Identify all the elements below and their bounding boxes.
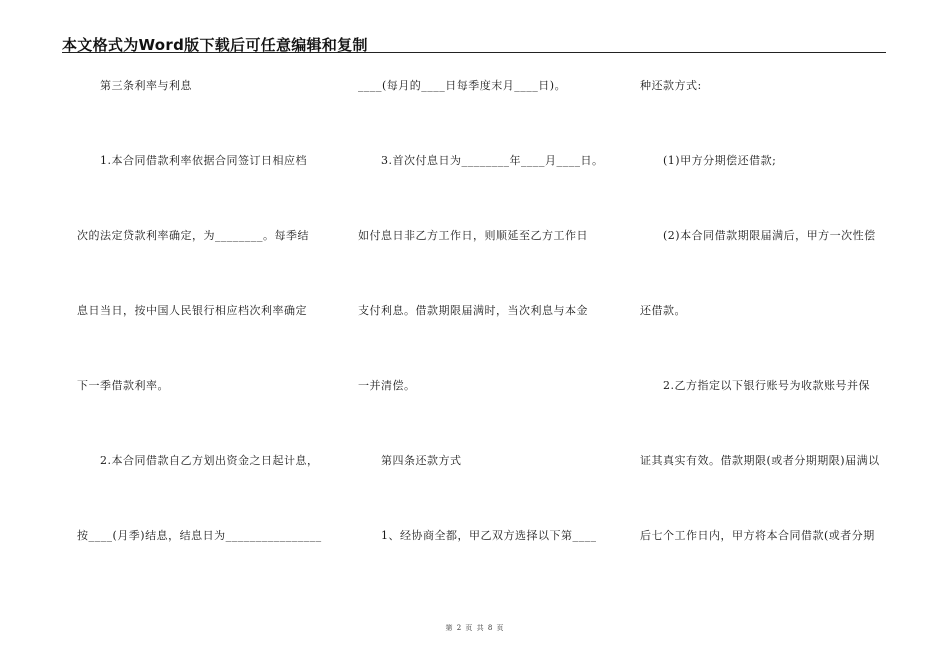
text-line: 证其真实有效。借款期限(或者分期期限)届满以 [640, 454, 880, 467]
text-line: 第三条利率与利息 [100, 79, 192, 92]
text-line: 支付利息。借款期限届满时，当次利息与本金 [358, 304, 588, 317]
text-line: 2.本合同借款自乙方划出资金之日起计息， [100, 454, 319, 467]
header-divider [62, 52, 886, 53]
text-line: 第四条还款方式 [381, 454, 462, 467]
text-line: 如付息日非乙方工作日，则顺延至乙方工作日 [358, 229, 588, 242]
text-line: 1.本合同借款利率依据合同签订日相应档 [100, 154, 307, 167]
text-line: 按____(月季)结息，结息日为________________ [77, 529, 322, 542]
text-line: 1、经协商全都，甲乙双方选择以下第____ [381, 529, 597, 542]
text-line: ____(每月的____日每季度末月____日)。 [358, 79, 567, 92]
text-line: 下一季借款利率。 [77, 379, 169, 392]
text-line: 3.首次付息日为________年____月____日。 [381, 154, 604, 167]
text-line: 种还款方式: [640, 79, 702, 92]
text-line: 次的法定贷款利率确定，为________。每季结 [77, 229, 309, 242]
text-line: 息日当日，按中国人民银行相应档次利率确定 [77, 304, 307, 317]
text-line: 2.乙方指定以下银行账号为收款账号并保 [663, 379, 870, 392]
text-line: 还借款。 [640, 304, 686, 317]
text-line: (2)本合同借款期限届满后，甲方一次性偿 [663, 229, 876, 242]
text-line: (1)甲方分期偿还借款; [663, 154, 777, 167]
text-line: 后七个工作日内，甲方将本合同借款(或者分期 [640, 529, 875, 542]
page-number: 第 2 页 共 8 页 [445, 624, 505, 632]
header-title: 本文格式为Word版下载后可任意编辑和复制 [62, 36, 368, 54]
text-line: 一并清偿。 [358, 379, 416, 392]
